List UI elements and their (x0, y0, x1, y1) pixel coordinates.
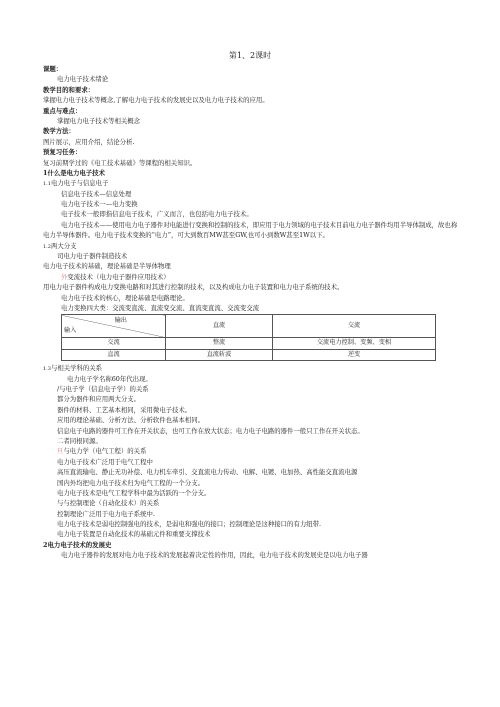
document-body (43, 64, 463, 561)
corner-input-label: 输入 (64, 327, 77, 334)
label-method: 教学方法： (43, 127, 75, 136)
table-cell: 交流 (62, 338, 166, 349)
para-device-tech: 司电力电子器件制造技术 (57, 252, 128, 261)
subsection-1-2 (43, 241, 463, 251)
label-preview: 预复习任务： (43, 148, 82, 157)
para-active-branch: 电力电子技术是电气工程学科中最为活跃的一个分支。 (57, 488, 211, 497)
para-definition-text: 电力电子技术——使用电力电子器件对电能进行变换和控制的技术，即应用于电力领域的电子技术目前电力电子器件均用半导体制成，故也称电力半导体器件。电力电子技术变换的“电力”，可大到数百MW甚至GW,也可小到数W甚至1W以下。 (43, 220, 458, 240)
para-info-electronics: 信息电子技术—信息处理 (61, 189, 132, 198)
method-text: 图片展示，应用介绍，结论分析. (43, 137, 135, 146)
section-1-heading: 1什么是电力电子技术 (43, 168, 105, 177)
label-goals: 教学目的和要求： (43, 85, 95, 94)
subsection-number: 1.1 (43, 181, 51, 188)
key-points-text: 掌握电力电子技术等相关概念 (57, 116, 141, 125)
para-control-use: 控制理论广泛用于电力电子系统中. (57, 509, 155, 518)
section-2-heading: 2电力电子技术的发展史 (43, 540, 112, 549)
table-cell: 整流 (166, 338, 273, 349)
para-applications: 高压直流输电、静止无功补偿、电力机车牵引、交直流电力传动、电解、电镀、电加热、高性能交直流电源 (57, 468, 358, 477)
para-branch: 国内外均把电力电子技术归为电气工程的一个分支。 (57, 478, 204, 487)
para-converter-title: 变流技术（电力电子器件应用技术） (67, 272, 170, 281)
para-four-types: 电力变换四大类：交流变直流、直流变交流、直流变直流、交流变交流 (61, 304, 260, 313)
para-switch-state: 信息电子电路的器件可工作在开关状态，也可工作在放大状态；电力电子电路的器件一般只工作在开关状态。 (57, 426, 364, 435)
para-vs-electronics: /与电子学（信息电子学）的关系 (57, 385, 149, 393)
para-vs-electrical-title: 与电力学（电气工程）的关系 (63, 447, 147, 456)
subsection-number: 1.3 (43, 366, 51, 373)
subsection-title: 电力电子与信息电子 (50, 179, 109, 188)
label-topic: 课题： (43, 65, 63, 73)
para-device-basis: 电力电子技术的基础，理论基础是半导体物理 (43, 262, 171, 271)
table-header-ac: 交流 (273, 315, 436, 338)
margin-mark: 旦 (57, 447, 64, 456)
table-row (62, 315, 436, 338)
para-interface: 电力电子技术是弱电控制强电的技术，是弱电和强电的接口；控制理论是这种接口的有力纽带. (57, 520, 322, 529)
label-key-points: 重点与难点： (43, 106, 82, 115)
margin-mark: 外 (61, 272, 68, 281)
conversion-table (61, 314, 436, 361)
subsection-1-1 (43, 178, 463, 188)
para-same-root: 二者同根同源。 (57, 436, 102, 445)
table-cell: 直流 (62, 349, 166, 360)
subsection-title: 两大分支 (50, 241, 77, 250)
para-converter-tech (43, 272, 463, 282)
topic-text: 电力电子技术绪论 (57, 75, 109, 84)
para-two-branches: 都分为器件和应用两大分支。 (57, 395, 141, 404)
subsection-1-3 (43, 363, 463, 373)
para-converter-desc: 用电力电子器件构成电力变换电路和对其进行控制的技术，以及构成电力电子装置和电力电子系统的技术。 (43, 283, 344, 292)
para-history: 电力电子器件的发展对电力电子技术的发展起着决定性的作用，因此，电力电子技术的发展史是以电力电子器 (61, 551, 368, 560)
table-row (62, 349, 436, 360)
para-definition (43, 220, 463, 241)
para-power-electronics: 电力电子技术一—电力变换 (61, 200, 138, 209)
table-cell: 逆变 (273, 349, 436, 360)
para-materials: 器件的材料、工艺基本相同，采用微电子技术。 (57, 405, 192, 414)
conversion-table-wrap (43, 314, 463, 361)
table-row (62, 338, 436, 349)
preview-text: 复习前期学过的《电工技术基础》等课程的相关知识。 (43, 158, 197, 167)
goals-text: 掌握电力电子技术等概念,了解电力电子技术的发展史以及电力电子技术的应用。 (43, 96, 269, 105)
para-wide-use: 电力电子技术广泛用于电气工程中 (57, 457, 153, 466)
subsection-number: 1.2 (43, 243, 51, 250)
subsection-title: 与相关学科的关系 (50, 364, 103, 373)
para-name-origin: 电力电子学名称60年代出现。 (67, 374, 152, 383)
corner-output-label: 输出 (114, 317, 127, 325)
para-theory: 应用的理论基础、分析方法、分析软件也基本相同。 (57, 416, 204, 425)
table-corner-cell (62, 315, 166, 338)
para-automation: 电力电子装置是自动化技术的基础元件和重要支撑技术 (57, 530, 211, 539)
table-cell: 直流斩波 (166, 349, 273, 360)
table-cell: 交流电力控制、变频、变相 (273, 338, 436, 349)
para-core: 电力电子技术的核心，理论基础是电路理论。 (61, 293, 189, 302)
para-general: 电子技术一般即指信息电子技术，广义而言，也包括电力电子技术。 (61, 210, 253, 219)
table-header-dc: 直流 (166, 315, 273, 338)
para-vs-electrical (43, 446, 463, 456)
page-title: 第1、2课时 (228, 51, 272, 60)
para-vs-control: 与与控制理论（自动化技术）的关系 (57, 499, 160, 508)
